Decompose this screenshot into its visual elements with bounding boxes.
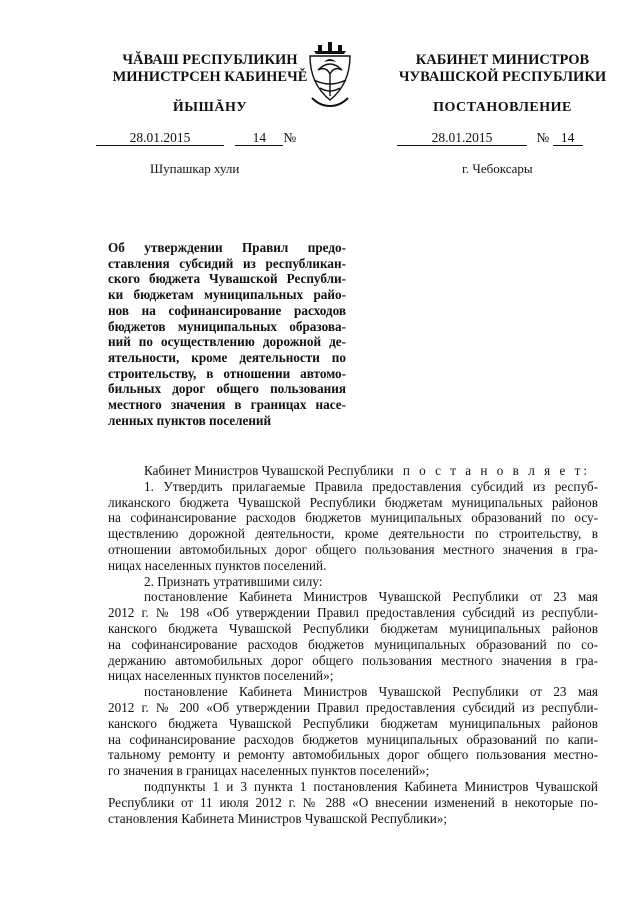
title-line: нов на софинансирование расходов xyxy=(108,302,346,318)
paragraph-2 xyxy=(108,574,598,590)
body-line: отношении автомобильных дорог общего пользования местного значения в гра- xyxy=(108,541,598,557)
coat-of-arms-icon xyxy=(304,40,356,110)
left-city: Шупашкар хули xyxy=(150,161,240,176)
right-header xyxy=(390,52,615,86)
preamble-decree-word: п о с т а н о в л я е т: xyxy=(402,463,591,478)
left-number-sign: № xyxy=(283,130,297,145)
body-line: 2012 г. № 200 «Об утверждении Правил предоставления субсидий из республи- xyxy=(108,699,598,715)
body-line: держанию автомобильных дорог общего пользования местного значения в гра- xyxy=(108,652,598,668)
right-header-line1: КАБИНЕТ МИНИСТРОВ xyxy=(415,52,590,68)
title-line: ленных пунктов поселений xyxy=(108,412,272,428)
left-number: 14 xyxy=(235,131,283,146)
right-doc-type: ПОСТАНОВЛЕНИЕ xyxy=(433,100,572,115)
title-line: ки бюджетам муниципальных райо- xyxy=(108,287,346,303)
title-line: бильных дорог общего пользования xyxy=(108,381,346,397)
paragraph-4 xyxy=(108,684,598,779)
body-line: 2. Признать утратившими силу: xyxy=(144,573,323,589)
title-line: Об утверждении Правил предо- xyxy=(108,240,346,255)
body-line: 2012 г. № 198 «Об утверждении Правил предоставления субсидий из республи- xyxy=(108,605,598,621)
left-doc-type: ЙЫШĂНУ xyxy=(172,100,248,115)
title-line: ятельности, кроме деятельности по xyxy=(108,349,346,365)
right-number: 14 xyxy=(553,131,583,146)
paragraph-5 xyxy=(108,779,598,826)
left-header-line2: МИНИСТРСЕН КАБИНЕЧĚ xyxy=(112,69,308,85)
body-line: ществлению дорожной деятельности, кроме деятельности по строительству, в xyxy=(108,526,598,542)
document-title xyxy=(108,240,346,428)
body-line: подпункты 1 и 3 пункта 1 постановления Кабинета Министров Чувашской xyxy=(144,778,598,794)
body-line: 1. Утвердить прилагаемые Правила предоставления субсидий из респуб- xyxy=(144,478,598,494)
body-line: постановление Кабинета Министров Чувашской Республики от 23 мая xyxy=(144,589,598,605)
right-date: 28.01.2015 xyxy=(397,131,527,146)
body-line: канского бюджета Чувашской Республики бюджетам муниципальных районов xyxy=(108,620,598,636)
preamble xyxy=(108,463,598,479)
paragraph-1 xyxy=(108,479,598,574)
body-line: тальному ремонту и ремонту автомобильных дорог общего пользования местно- xyxy=(108,747,598,763)
left-header-line1: ЧĂВАШ РЕСПУБЛИКИН xyxy=(122,52,298,68)
left-header xyxy=(90,52,330,86)
right-city: г. Чебоксары xyxy=(462,161,533,176)
title-line: ского бюджета Чувашской Республи- xyxy=(108,271,346,287)
right-date-number xyxy=(397,130,583,146)
left-date-number xyxy=(96,130,296,146)
body-line: Республики от 11 июля 2012 г. № 288 «О внесении изменений в некоторые по- xyxy=(108,794,598,810)
left-date: 28.01.2015 xyxy=(96,131,224,146)
body-line: ликанского бюджета Чувашской Республики бюджетам муниципальных районов xyxy=(108,494,598,510)
title-line: ставления субсидий из республикан- xyxy=(108,255,346,271)
preamble-text: Кабинет Министров Чувашской Республики xyxy=(144,463,394,478)
body-line: канского бюджета Чувашской Республики бюджетам муниципальных районов xyxy=(108,715,598,731)
title-line: бюджетов муниципальных образова- xyxy=(108,318,346,334)
paragraph-3 xyxy=(108,589,598,684)
title-line: ний по осуществлению дорожной де- xyxy=(108,334,346,350)
body-line: го значения в границах населенных пунктов поселений»; xyxy=(108,763,430,779)
body-line: на софинансирование расходов бюджетов муниципальных образований по со- xyxy=(108,636,598,652)
right-number-sign: № xyxy=(536,130,550,145)
right-header-line2: ЧУВАШСКОЙ РЕСПУБЛИКИ xyxy=(398,69,607,85)
document-body xyxy=(108,463,598,826)
body-line: на софинансирование расходов бюджетов муниципальных образований по капи- xyxy=(108,731,598,747)
body-line: на софинансирование расходов бюджетов муниципальных образований по осу- xyxy=(108,510,598,526)
body-line: постановление Кабинета Министров Чувашской Республики от 23 мая xyxy=(144,684,598,700)
body-line: становления Кабинета Министров Чувашской Республики»; xyxy=(108,810,448,826)
body-line: ницах населенных пунктов поселений. xyxy=(108,557,327,573)
title-line: местного значения в границах насе- xyxy=(108,397,346,413)
title-line: строительству, в отношении автомо- xyxy=(108,365,346,381)
body-line: ницах населенных пунктов поселений»; xyxy=(108,668,334,684)
